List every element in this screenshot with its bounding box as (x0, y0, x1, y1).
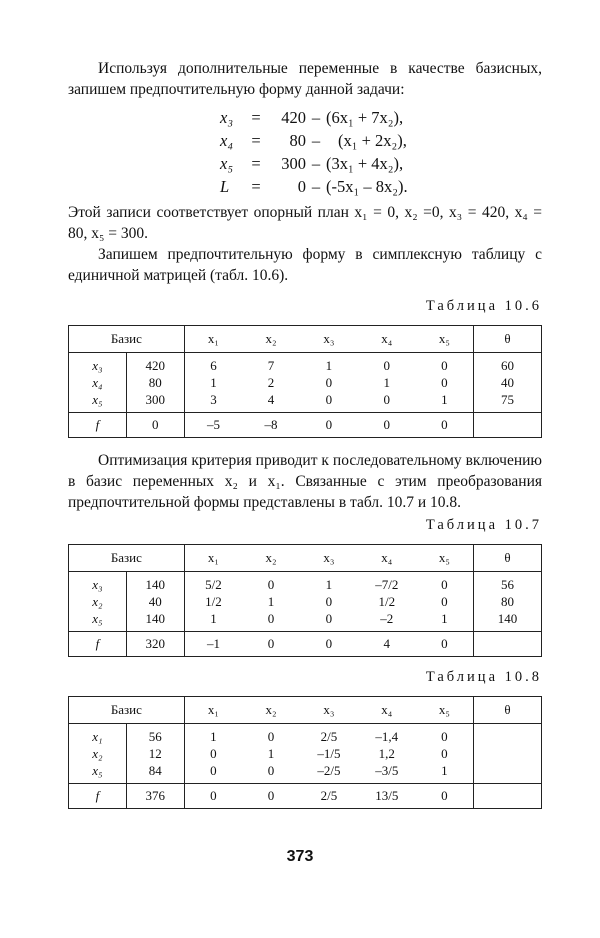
eq-sign: = (251, 131, 261, 150)
equation-system (220, 106, 542, 198)
eq-sign: = (251, 108, 261, 127)
eq-rhs: (6x₁ + 7x₂), (326, 108, 404, 127)
eq-lhs: x₅ (220, 154, 234, 173)
eq-const: 420 (281, 108, 306, 127)
header-basis: Базис (69, 545, 185, 572)
eq-const: 0 (297, 177, 306, 196)
header-x3: x₃ (300, 545, 358, 572)
header-x5: x₅ (416, 697, 474, 724)
table-caption: Таблица 10.6 (425, 298, 542, 314)
objective-row: f 376 0 0 2/5 13/5 0 (69, 784, 542, 809)
equation-row (220, 152, 542, 175)
header-x5: x₅ (416, 326, 474, 353)
header-x1: x₁ (184, 697, 242, 724)
equation-row (220, 175, 542, 198)
header-x4: x₄ (358, 326, 416, 353)
header-x3: x₃ (300, 697, 358, 724)
eq-rhs: (3x₁ + 4x₂), (326, 154, 404, 173)
eq-lhs: x₄ (220, 131, 234, 150)
header-x2: x₂ (242, 326, 300, 353)
table-row: x₅ 300 3 4 0 0 1 75 (69, 391, 542, 413)
header-basis: Базис (69, 697, 185, 724)
eq-op: – (311, 177, 321, 196)
simplex-table-10-6 (68, 325, 542, 438)
eq-op: – (311, 131, 321, 150)
table-row: x₃ 140 5/2 0 1 –7/2 0 56 (69, 572, 542, 594)
paragraph-table-intro: Запишем предпочтительную форму в симплексную таблицу с единичной матрицей (табл. 10.6). (68, 246, 542, 284)
paragraph-intro: Используя дополнительные переменные в качестве базисных, запишем предпочтительную форму данной задачи: (68, 60, 542, 98)
equation-row (220, 106, 542, 129)
header-theta: θ (474, 326, 542, 353)
page-number: 373 (286, 848, 314, 865)
header-basis: Базис (69, 326, 185, 353)
simplex-table-10-8 (68, 696, 542, 809)
page-content (68, 58, 542, 809)
table-row: x₄ 80 1 2 0 1 0 40 (69, 374, 542, 391)
eq-lhs: L (220, 177, 230, 196)
table-row: x₅ 84 0 0 –2/5 –3/5 1 (69, 762, 542, 784)
eq-const: 300 (281, 154, 306, 173)
table-row: x₂ 12 0 1 –1/5 1,2 0 (69, 745, 542, 762)
header-x3: x₃ (300, 326, 358, 353)
table-row: x₁ 56 1 0 2/5 –1,4 0 (69, 724, 542, 746)
header-x2: x₂ (242, 697, 300, 724)
table-caption: Таблица 10.7 (425, 517, 542, 533)
header-theta: θ (474, 545, 542, 572)
eq-op: – (311, 108, 321, 127)
objective-row: f 320 –1 0 0 4 0 (69, 632, 542, 657)
eq-rhs: (-5x₁ – 8x₂). (326, 177, 408, 196)
eq-rhs: (x₁ + 2x₂), (338, 131, 407, 150)
header-x5: x₅ (416, 545, 474, 572)
eq-sign: = (251, 177, 261, 196)
table-caption: Таблица 10.8 (425, 669, 542, 685)
header-theta: θ (474, 697, 542, 724)
header-x4: x₄ (358, 697, 416, 724)
eq-lhs: x₃ (220, 108, 234, 127)
paragraph-plan: Этой записи соответствует опорный план x₁ = 0, x₂ =0, x₃ = 420, x₄ = 80, x₅ = 300. (68, 204, 542, 242)
table-row: x₅ 140 1 0 0 –2 1 140 (69, 610, 542, 632)
eq-sign: = (251, 154, 261, 173)
eq-op: – (311, 154, 321, 173)
objective-row: f 0 –5 –8 0 0 0 (69, 413, 542, 438)
simplex-table-10-7 (68, 544, 542, 657)
header-x1: x₁ (184, 545, 242, 572)
eq-const: 80 (289, 131, 306, 150)
header-x1: x₁ (184, 326, 242, 353)
header-x4: x₄ (358, 545, 416, 572)
table-row: x₂ 40 1/2 1 0 1/2 0 80 (69, 593, 542, 610)
equation-row (220, 129, 542, 152)
paragraph-optimization: Оптимизация критерия приводит к последовательному включению в базис переменных x₂ и x₁. Связанные с этим преобразования предпочтительной формы представлены в табл. 10.7 и 10.8. (68, 452, 542, 511)
table-row: x₃ 420 6 7 1 0 0 60 (69, 353, 542, 375)
header-x2: x₂ (242, 545, 300, 572)
